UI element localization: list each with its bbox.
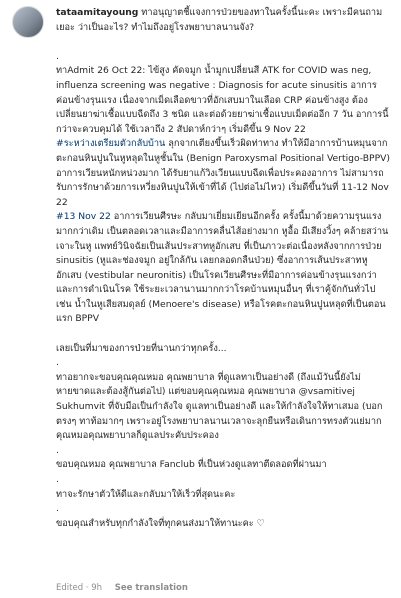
see-translation-link[interactable]: See translation [114, 583, 188, 593]
spacer [56, 35, 390, 50]
closing-paragraph: ขอบคุณสำหรับทุกกำลังใจที่ทุกคนส่งมาให้ทานะคะ ♡ [56, 517, 265, 529]
spacer [56, 327, 390, 342]
recovery-paragraph: ทาจะรักษาตัวให้ดีและกลับมาให้เร็วที่สุดนะคะ [56, 488, 236, 500]
username-link[interactable]: tataamitayoung [56, 7, 139, 18]
caption-intro [56, 6, 390, 35]
bppv-paragraph [56, 137, 390, 210]
profile-avatar[interactable] [12, 6, 44, 38]
caption-body [56, 6, 390, 531]
thanks-doctors-paragraph: ทาอยากจะขอบคุณคุณหมอ คุณพยาบาล ที่ดูแลทาเป็นอย่างดี (ถึงแม้วันนี้ยังไม่ หายขาดและต้องสู้กันต่อไป) แต่ขอบคุณคุณหมอ คุณพยาบาล @vsamitivej Sukhumvit ที่จับมือเป็นกำลังใจ ดูแลทาเป็นอย่างดี และให้กำลังใจให้ทาเสมอ (บอกตรงๆ ทาท้อมากๆ เพราะอยู่โรงพยาบาลนานเวลาจะลุกยืนหรือเดินการทรงตัวแย่มาก คุณหมอคุณพยาบาลก็ดูแลประคับประคอง [56, 371, 383, 442]
edited-timestamp: Edited · 9h [56, 583, 102, 593]
bppv-text: ลุกจากเตียงขึ้นเร็วผิดท่าทาง ทำให้มีอาการบ้านหมุนจากตะกอนหินปูนในหูหลุดในหูชั้นใน (Benign Paroxysmal Positional Vertigo-BPPV) อาการเวียนหนักหน่วงมาก ได้รับยาแก้วิงเวียนแบบฉีดเพื่อประคองอาการ ไม่สามารถรับการรักษาด้วยการเหวี่ยงหินปูนให้เข้าที่ได้ (ไปต่อไม่ไหว) เริ่มดีขึ้นวันที่ 11-12 Nov 22 [56, 138, 390, 208]
separator-dot: . [56, 503, 59, 515]
summary-paragraph: เลยเป็นที่มาของการป่วยที่นานกว่าทุกครั้ง... [56, 342, 227, 354]
hashtag-link[interactable]: #ระหว่างเตรียมตัวกลับบ้าน [56, 138, 166, 150]
caption-footer [56, 583, 198, 593]
separator-dot: . [56, 50, 59, 62]
neuronitis-paragraph [56, 210, 390, 327]
hashtag-link[interactable]: #13 Nov 22 [56, 211, 111, 223]
intro-text: ทาอนุญาตชี้แจงการป่วยของทาในครั้งนี้นะคะ เพราะมีคนถามเยอะ ว่าเป็นอะไร? ทำไมถึงอยู่โรงพยาบาลนานจัง? [56, 7, 383, 33]
admit-paragraph: ทาAdmit 26 Oct 22: ไข้สูง คัดจมูก น้ำมูกเปลี่ยนสี ATK for COVID was neg, influenza screening was negative : Diagnosis for acute sinusitis อาการค่อนข้างรุนแรง เนื่องจากเม็ดเลือดขาวที่อักเสบมาในเลือด CRP ค่อนข้างสูง ต้องเปลี่ยนยาฆ่าเชื้อแบบฉีดถึง 3 ชนิด และต่อด้วยยาฆ่าเชื้อแบบเม็ดต่ออีก 7 วัน อาการนี้กว่าจะควบคุมได้ ใช้เวลาถึง 2 สัปดาห์กว่าๆ เริ่มดีขึ้น 9 Nov 22 [56, 65, 389, 135]
neuronitis-text: อาการเวียนศีรษะ กลับมาเยี่ยมเยียนอีกครั้ง ครั้งนี้มาด้วยความรุนแรงมากกว่าเดิม เป็นตลอดเวลาและมีอาการคลื่นไส้อย่างมาก หูอื้อ มีเสียงวิ้งๆ คล้ายสว่านเจาะในหู แพทย์วินิจฉัยเป็นเส้นประสาทหูอักเสบ ที่เป็นภาวะต่อเนื่องหลังจากการป่วย sinusitis (หูและช่องจมูก อยู่ใกล้กัน เลยกลอดกลืนป่วย) ซึ่งอาการเส้นประสาทหูอักเสบ (vestibular neuronitis) เป็นโรคเวียนศีรษะที่มีอาการค่อนข้างรุนแรงกว่าและการดำเนินโรค ใช้ระยะเวลานานมากกว่าโรคบ้านหมุนอื่นๆ ที่เราคู้จักกันทั่วไป เช่น น้ำในหูเสียสมดุลย์ (Menoere's disease) หรือโรคตะกอนหินปูนหลุดที่เป็นตอนแรก BPPV [56, 211, 389, 325]
separator-dot: . [56, 444, 59, 456]
thanks-fanclub-paragraph: ขอบคุณหมอ คุณพยาบาล Fanclub ที่เป็นห่วงดูแลทาตีดลอดที่ผ่านมา [56, 459, 327, 471]
separator-dot: . [56, 357, 59, 369]
separator-dot: . [56, 474, 59, 485]
